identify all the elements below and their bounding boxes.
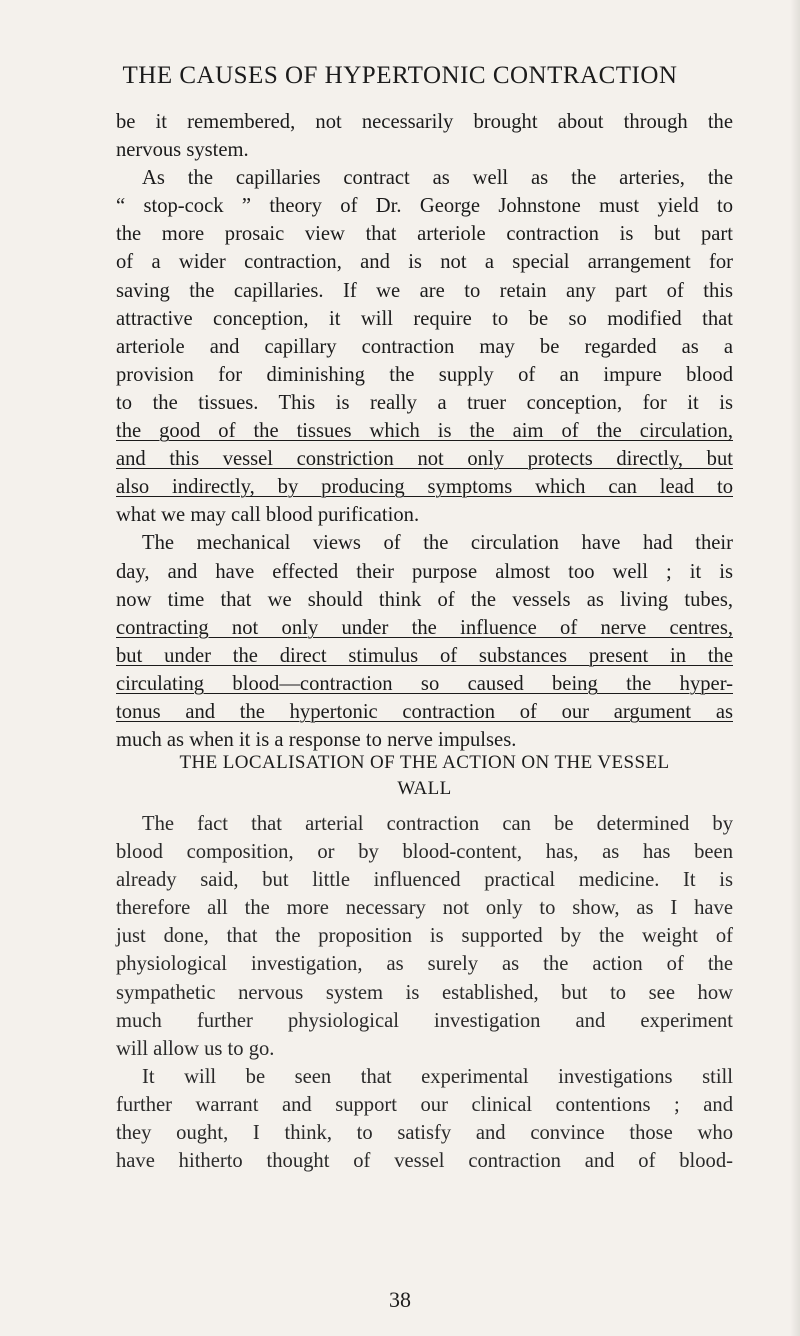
text-line: further warrant and support our clinical contentions ; and: [116, 1093, 733, 1116]
text-line: tonus and the hypertonic contraction of our argument as: [116, 700, 733, 723]
running-head: THE CAUSES OF HYPERTONIC CONTRACTION: [122, 62, 678, 89]
text-line: saving the capillaries. If we are to retain any part of this: [116, 279, 733, 302]
text-line: already said, but little influenced practical medicine. It is: [116, 869, 733, 892]
text-line: provision for diminishing the supply of an impure blood: [116, 363, 733, 386]
section-heading-line-2: WALL: [397, 778, 452, 799]
section-heading: [116, 750, 733, 802]
text-line: much as when it is a response to nerve impulses.: [116, 729, 517, 752]
text-line: sympathetic nervous system is established, but to see how: [116, 981, 733, 1004]
text-line: physiological investigation, as surely as the action of the: [116, 953, 733, 976]
text-line: blood composition, or by blood-content, has, as has been: [116, 841, 733, 864]
text-line: have hitherto thought of vessel contraction and of blood-: [116, 1150, 733, 1173]
text-line: also indirectly, by producing symptoms which can lead to: [116, 476, 733, 499]
text-line: It will be seen that experimental investigations still: [142, 1065, 733, 1088]
text-line: nervous system.: [116, 139, 249, 162]
page-number: 38: [389, 1287, 411, 1312]
text-line: circulating blood—contraction so caused being the hyper-: [116, 672, 733, 695]
text-line: but under the direct stimulus of substances present in the: [116, 644, 733, 667]
text-line: “ stop-cock ” theory of Dr. George Johnstone must yield to: [116, 195, 733, 218]
text-line: The fact that arterial contraction can be determined by: [142, 813, 733, 835]
text-line: and this vessel constriction not only protects directly, but: [116, 448, 733, 471]
text-line: As the capillaries contract as well as the arteries, the: [142, 167, 733, 190]
section-1-text: [116, 108, 733, 754]
text-line: much further physiological investigation and experiment: [116, 1009, 733, 1032]
text-line: now time that we should think of the vessels as living tubes,: [116, 588, 733, 611]
text-line: The mechanical views of the circulation have had their: [142, 532, 733, 555]
section-heading-line-1: THE LOCALISATION OF THE ACTION ON THE VESSEL: [179, 752, 670, 773]
text-line: therefore all the more necessary not only to show, as I have: [116, 897, 733, 920]
text-line: day, and have effected their purpose almost too well ; it is: [116, 560, 733, 583]
text-line: will allow us to go.: [116, 1037, 275, 1060]
text-line: be it remembered, not necessarily brought about through the: [116, 111, 733, 133]
text-line: they ought, I think, to satisfy and convince those who: [116, 1122, 733, 1145]
text-line: the good of the tissues which is the aim of the circulation,: [116, 420, 733, 443]
text-line: to the tissues. This is really a truer conception, for it is: [116, 391, 733, 414]
text-line: of a wider contraction, and is not a special arrangement for: [116, 251, 733, 274]
page-edge-shadow: [790, 0, 800, 1336]
section-2-text: [116, 810, 733, 1175]
text-line: attractive conception, it will require to be so modified that: [116, 307, 733, 330]
text-line: what we may call blood purification.: [116, 504, 420, 527]
text-line: just done, that the proposition is supported by the weight of: [116, 925, 733, 948]
text-line: the more prosaic view that arteriole contraction is but part: [116, 223, 733, 246]
text-line: contracting not only under the influence of nerve centres,: [116, 616, 733, 639]
text-line: arteriole and capillary contraction may be regarded as a: [116, 335, 733, 358]
